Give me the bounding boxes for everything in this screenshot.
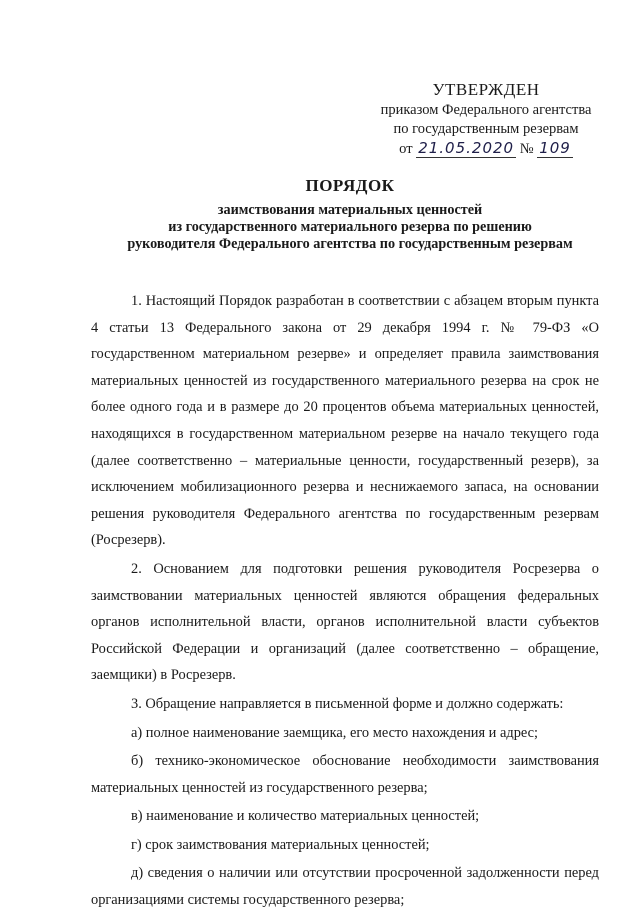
list-item-b: б) технико-экономическое обоснование необходимости заимствования материальных ценностей из государственного резерва; (91, 753, 599, 796)
list-item-e: д) сведения о наличии или отсутствии просроченной задолженности перед организациями системы государственного резерва; (91, 865, 599, 909)
approved-heading: УТВЕРЖДЕН (432, 80, 540, 99)
handwritten-number: 109 (539, 139, 571, 157)
paragraph-1: 1. Настоящий Порядок разработан в соответствии с абзацем вторым пункта 4 статьи 13 Федерального закона от 29 декабря 1994 г. № 79-ФЗ «О государственном материальном резерве» и определяет правила заимствования материальных ценностей из государственного материального резерва на срок не более одного года и в размере до 20 процентов объема материальных ценностей, находящихся в государственном материальном резерве на начало текущего года (далее соответственно – материальные ценности, государственный резерв), за исключением мобилизационного резерва и неснижаемого запаса, на основании решения руководителя Федерального агентства по государственным резервам (Росрезерв). (91, 293, 599, 549)
number-prefix: № (519, 141, 534, 157)
date-prefix: от (399, 141, 413, 157)
document-subtitle-line-1: заимствования материальных ценностей (217, 202, 483, 218)
approval-order-line: приказом Федерального агентства (380, 102, 592, 118)
paragraph-3: 3. Обращение направляется в письменной форме и должно содержать: (131, 695, 564, 712)
document-subtitle-line-2: из государственного материального резерва по решению (168, 219, 532, 235)
approval-stamp-block (366, 80, 606, 159)
document-title: ПОРЯДОК (305, 176, 395, 195)
list-item-d: г) срок заимствования материальных ценностей; (131, 836, 430, 853)
approval-date-line (366, 139, 606, 159)
paragraph-2: 2. Основанием для подготовки решения руководителя Росрезерва о заимствовании материальных ценностей являются обращения федеральных органов исполнительной власти, органов исполнительной власти субъектов Российской Федерации и организаций (далее соответственно – обращение, заемщики) в Росрезерв. (91, 560, 599, 684)
approval-agency-line: по государственным резервам (393, 121, 579, 137)
handwritten-date: 21.05.2020 (418, 139, 515, 157)
document-title-block (100, 176, 600, 253)
list-item-c: в) наименование и количество материальных ценностей; (131, 808, 480, 825)
document-subtitle-line-3: руководителя Федерального агентства по государственным резервам (127, 236, 573, 252)
document-body (91, 288, 599, 914)
list-item-a: а) полное наименование заемщика, его место нахождения и адрес; (131, 724, 539, 741)
